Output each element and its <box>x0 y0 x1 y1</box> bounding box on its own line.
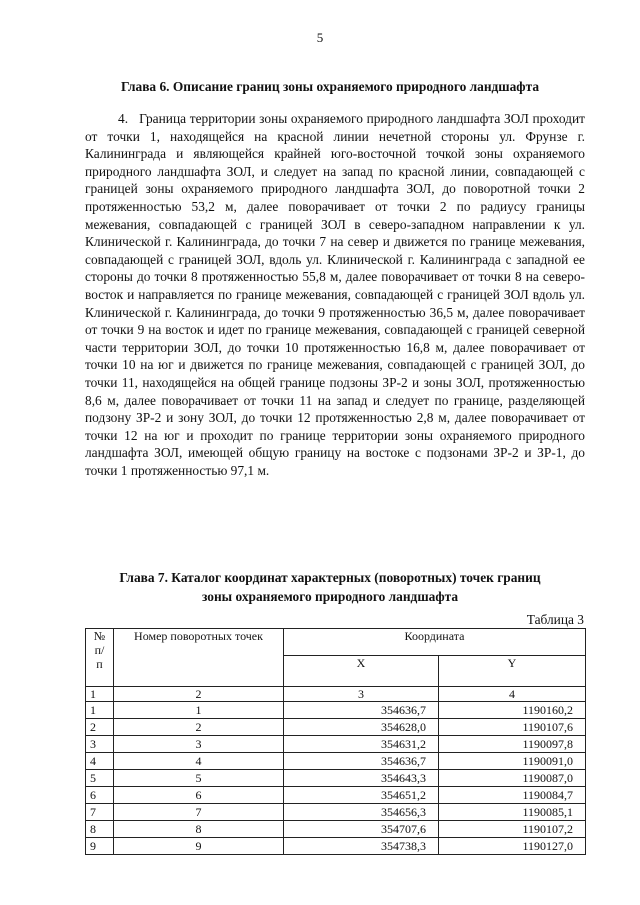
row-x-cell: 354643,3 <box>284 770 439 787</box>
row-point-cell: 7 <box>114 804 284 821</box>
column-index-row <box>86 687 586 702</box>
row-point-cell: 3 <box>114 736 284 753</box>
row-x-cell: 354631,2 <box>284 736 439 753</box>
row-point-cell: 5 <box>114 770 284 787</box>
table-row <box>86 838 586 855</box>
column-index: 1 <box>86 687 114 702</box>
table-caption: Таблица 3 <box>526 612 584 627</box>
row-num-cell: 7 <box>86 804 114 821</box>
row-num-cell: 5 <box>86 770 114 787</box>
column-index: 4 <box>439 687 586 702</box>
row-point-cell: 1 <box>114 702 284 719</box>
row-x-cell: 354656,3 <box>284 804 439 821</box>
row-num-cell: 9 <box>86 838 114 855</box>
header-num: № п/п <box>86 629 114 687</box>
table-row <box>86 804 586 821</box>
row-x-cell: 354636,7 <box>284 753 439 770</box>
row-y-cell: 1190160,2 <box>439 702 586 719</box>
table-row <box>86 821 586 838</box>
column-index: 2 <box>114 687 284 702</box>
header-point-number: Номер поворотных точек <box>114 629 284 687</box>
table-body <box>86 687 586 855</box>
table-row <box>86 702 586 719</box>
row-x-cell: 354707,6 <box>284 821 439 838</box>
row-y-cell: 1190091,0 <box>439 753 586 770</box>
row-x-cell: 354628,0 <box>284 719 439 736</box>
row-x-cell: 354651,2 <box>284 787 439 804</box>
table-row <box>86 719 586 736</box>
column-index: 3 <box>284 687 439 702</box>
chapter-6-title: Глава 6. Описание границ зоны охраняемого природного ландшафта <box>120 79 540 94</box>
row-point-cell: 4 <box>114 753 284 770</box>
table-row <box>86 770 586 787</box>
row-point-cell: 2 <box>114 719 284 736</box>
header-x: X <box>284 656 439 687</box>
row-num-cell: 8 <box>86 821 114 838</box>
row-point-cell: 9 <box>114 838 284 855</box>
table-row <box>86 736 586 753</box>
row-point-cell: 6 <box>114 787 284 804</box>
row-y-cell: 1190107,6 <box>439 719 586 736</box>
row-x-cell: 354738,3 <box>284 838 439 855</box>
row-y-cell: 1190127,0 <box>439 838 586 855</box>
row-x-cell: 354636,7 <box>284 702 439 719</box>
page-number: 5 <box>316 30 324 45</box>
table-row <box>86 787 586 804</box>
header-y: Y <box>439 656 586 687</box>
row-num-cell: 3 <box>86 736 114 753</box>
row-num-cell: 2 <box>86 719 114 736</box>
row-y-cell: 1190087,0 <box>439 770 586 787</box>
row-y-cell: 1190085,1 <box>439 804 586 821</box>
coordinates-table <box>85 628 586 855</box>
row-num-cell: 4 <box>86 753 114 770</box>
row-y-cell: 1190107,2 <box>439 821 586 838</box>
table-header-row <box>86 629 586 656</box>
chapter-7-title <box>60 568 600 606</box>
header-coordinate: Координата <box>284 629 586 656</box>
chapter-7-title-line-2: зоны охраняемого природного ландшафта <box>201 589 459 604</box>
row-num-cell: 1 <box>86 702 114 719</box>
row-y-cell: 1190097,8 <box>439 736 586 753</box>
table-row <box>86 753 586 770</box>
boundary-description-paragraph: 4. Граница территории зоны охраняемого природного ландшафта ЗОЛ проходит от точки 1, находящейся на красной линии нечетной стороны ул. Фрунзе г. Калининграда и являющейся крайней юго-восточной точкой зоны охраняемого природного ландшафта ЗОЛ, и следует на запад по красной линии, совпадающей с границей зоны охраняемого природного ландшафта ЗОЛ, до поворотной точки 2 протяженностью 53,2 м, далее поворачивает от точки 2 по радиусу границы межевания, совпадающей с границей ЗОЛ в северо-западном направлении к ул. Клинической г. Калининграда, до точки 7 на север и движется по границе межевания, совпадающей с границей ЗОЛ, вдоль ул. Клинической г. Калининграда с западной ее стороны до точки 8 протяженностью 55,8 м, далее поворачивает от точки 8 на северо-восток и направляется по границе межевания, совпадающей с границей ЗОЛ вдоль ул. Клинической г. Калининграда, до точки 9 протяженностью 36,5 м, далее поворачивает от точки 9 на восток и идет по границе межевания, совпадающей с границей северной части территории ЗОЛ, до точки 10 протяженностью 16,8 м, далее поворачивает от точки 10 на юг и движется по границе межевания, совпадающей с границей ЗОЛ, до точки 11, находящейся на общей границе подзоны ЗР-2 и зоны ЗОЛ, протяженностью 8,6 м, далее поворачивает от точки 11 на запад и следует по границе, разделяющей подзону ЗР-2 и зону ЗОЛ, до точки 12 протяженностью 2,8 м, далее поворачивает от точки 12 на юг и проходит по границе территории зоны охраняемого природного ландшафта ЗОЛ, имеющей общую границу на востоке с подзонами ЗР-2 и ЗР-1, до точки 1 протяженностью 97,1 м. <box>85 111 585 478</box>
row-y-cell: 1190084,7 <box>439 787 586 804</box>
row-num-cell: 6 <box>86 787 114 804</box>
row-point-cell: 8 <box>114 821 284 838</box>
chapter-7-title-line-1: Глава 7. Каталог координат характерных (поворотных) точек границ <box>119 570 541 585</box>
